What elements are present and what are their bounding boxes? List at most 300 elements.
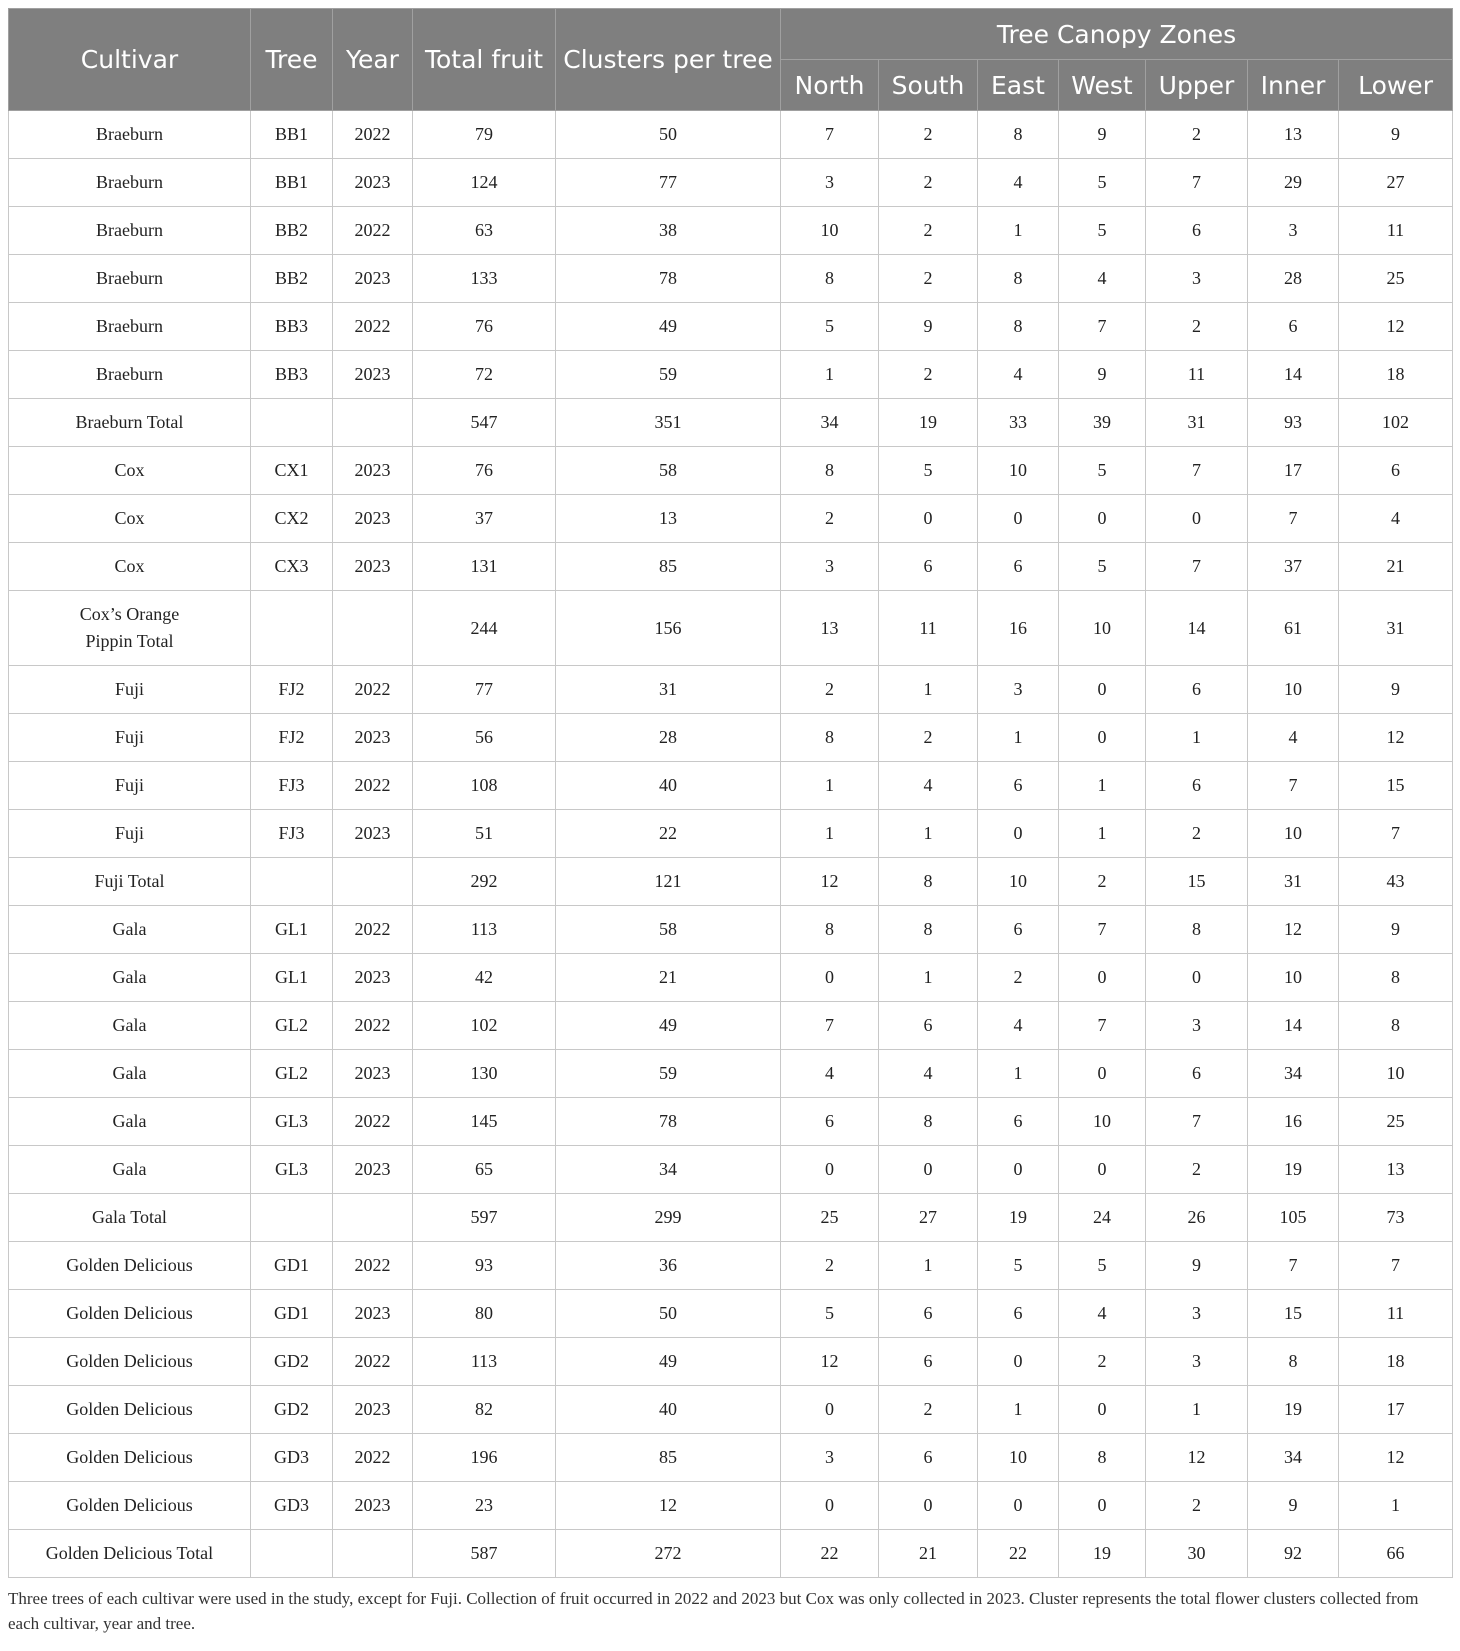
cell-cultivar: Golden Delicious (9, 1434, 251, 1482)
cell-west: 19 (1059, 1530, 1146, 1578)
table-row (9, 399, 1453, 447)
cell-west: 5 (1059, 207, 1146, 255)
cell-south: 1 (879, 954, 978, 1002)
cell-east: 1 (978, 207, 1059, 255)
cell-south: 6 (879, 1002, 978, 1050)
cell-lower: 43 (1339, 858, 1453, 906)
cell-total-fruit: 124 (413, 159, 556, 207)
cell-tree: GL1 (251, 906, 333, 954)
cell-lower: 73 (1339, 1194, 1453, 1242)
cell-total-fruit: 51 (413, 810, 556, 858)
cell-west: 2 (1059, 1338, 1146, 1386)
cell-east: 16 (978, 591, 1059, 666)
cell-cultivar: Golden Delicious (9, 1482, 251, 1530)
cell-tree: FJ3 (251, 762, 333, 810)
cell-lower: 17 (1339, 1386, 1453, 1434)
cell-inner: 16 (1248, 1098, 1339, 1146)
cell-tree (251, 858, 333, 906)
cell-south: 1 (879, 666, 978, 714)
cell-upper: 6 (1146, 207, 1248, 255)
cell-lower: 21 (1339, 543, 1453, 591)
cell-inner: 92 (1248, 1530, 1339, 1578)
cell-east: 10 (978, 858, 1059, 906)
cell-north: 13 (781, 591, 879, 666)
cell-east: 33 (978, 399, 1059, 447)
cell-lower: 11 (1339, 1290, 1453, 1338)
table-row (9, 495, 1453, 543)
table-row (9, 714, 1453, 762)
cell-east: 2 (978, 954, 1059, 1002)
cell-lower: 102 (1339, 399, 1453, 447)
cell-west: 5 (1059, 159, 1146, 207)
table-row (9, 1290, 1453, 1338)
cell-cultivar: Fuji (9, 762, 251, 810)
header-year: Year (333, 9, 413, 111)
cell-tree: FJ2 (251, 714, 333, 762)
cell-cultivar: Braeburn Total (9, 399, 251, 447)
cell-year (333, 1530, 413, 1578)
cell-west: 4 (1059, 255, 1146, 303)
cell-inner: 10 (1248, 954, 1339, 1002)
cell-clusters: 77 (556, 159, 781, 207)
cell-clusters: 36 (556, 1242, 781, 1290)
cell-east: 6 (978, 543, 1059, 591)
cell-south: 6 (879, 1338, 978, 1386)
cell-south: 5 (879, 447, 978, 495)
cell-south: 8 (879, 858, 978, 906)
cell-west: 5 (1059, 543, 1146, 591)
cell-east: 0 (978, 495, 1059, 543)
cell-east: 6 (978, 1290, 1059, 1338)
cell-year (333, 858, 413, 906)
cell-west: 1 (1059, 762, 1146, 810)
cell-year: 2022 (333, 1002, 413, 1050)
cell-tree: BB2 (251, 255, 333, 303)
cell-inner: 7 (1248, 495, 1339, 543)
cell-cultivar: Fuji (9, 810, 251, 858)
cell-total-fruit: 131 (413, 543, 556, 591)
cell-south: 9 (879, 303, 978, 351)
cell-year: 2022 (333, 1434, 413, 1482)
cell-west: 0 (1059, 714, 1146, 762)
cell-west: 9 (1059, 351, 1146, 399)
cell-west: 5 (1059, 447, 1146, 495)
cell-lower: 12 (1339, 303, 1453, 351)
cell-inner: 14 (1248, 351, 1339, 399)
cell-total-fruit: 80 (413, 1290, 556, 1338)
cell-east: 8 (978, 303, 1059, 351)
cell-upper: 1 (1146, 714, 1248, 762)
cell-west: 10 (1059, 1098, 1146, 1146)
cell-east: 4 (978, 159, 1059, 207)
header-tree-canopy-zones: Tree Canopy Zones (781, 9, 1453, 60)
cell-south: 2 (879, 714, 978, 762)
cell-inner: 3 (1248, 207, 1339, 255)
cell-south: 2 (879, 159, 978, 207)
cell-south: 21 (879, 1530, 978, 1578)
cell-total-fruit: 130 (413, 1050, 556, 1098)
cell-cultivar: Braeburn (9, 159, 251, 207)
cell-south: 6 (879, 543, 978, 591)
cell-year: 2023 (333, 1050, 413, 1098)
cell-year: 2023 (333, 1482, 413, 1530)
cell-north: 0 (781, 954, 879, 1002)
cell-total-fruit: 63 (413, 207, 556, 255)
table-row (9, 111, 1453, 159)
cell-upper: 6 (1146, 762, 1248, 810)
cell-upper: 7 (1146, 543, 1248, 591)
cell-year (333, 1194, 413, 1242)
cell-south: 1 (879, 810, 978, 858)
cell-clusters: 59 (556, 1050, 781, 1098)
cell-clusters: 34 (556, 1146, 781, 1194)
cell-tree: CX1 (251, 447, 333, 495)
cell-inner: 29 (1248, 159, 1339, 207)
cell-south: 11 (879, 591, 978, 666)
cell-upper: 3 (1146, 1290, 1248, 1338)
cell-upper: 0 (1146, 495, 1248, 543)
cell-upper: 3 (1146, 1338, 1248, 1386)
cell-inner: 7 (1248, 1242, 1339, 1290)
cell-south: 6 (879, 1434, 978, 1482)
cell-north: 8 (781, 447, 879, 495)
cell-total-fruit: 77 (413, 666, 556, 714)
cell-tree: CX3 (251, 543, 333, 591)
cell-inner: 31 (1248, 858, 1339, 906)
cell-clusters: 13 (556, 495, 781, 543)
cell-clusters: 351 (556, 399, 781, 447)
cell-clusters: 50 (556, 111, 781, 159)
cell-year (333, 399, 413, 447)
cell-clusters: 85 (556, 1434, 781, 1482)
cell-year: 2023 (333, 714, 413, 762)
cell-inner: 10 (1248, 810, 1339, 858)
cell-inner: 19 (1248, 1386, 1339, 1434)
cell-inner: 105 (1248, 1194, 1339, 1242)
cell-clusters: 31 (556, 666, 781, 714)
cell-south: 2 (879, 1386, 978, 1434)
cell-upper: 30 (1146, 1530, 1248, 1578)
cell-inner: 10 (1248, 666, 1339, 714)
cell-inner: 13 (1248, 111, 1339, 159)
cell-clusters: 49 (556, 1002, 781, 1050)
cell-upper: 2 (1146, 303, 1248, 351)
cell-upper: 3 (1146, 255, 1248, 303)
table-row (9, 906, 1453, 954)
cell-year: 2022 (333, 303, 413, 351)
cell-lower: 6 (1339, 447, 1453, 495)
cell-north: 1 (781, 351, 879, 399)
cell-cultivar: Golden Delicious (9, 1290, 251, 1338)
cell-year: 2022 (333, 1338, 413, 1386)
cell-east: 0 (978, 1146, 1059, 1194)
cell-total-fruit: 37 (413, 495, 556, 543)
cell-lower: 15 (1339, 762, 1453, 810)
cell-north: 3 (781, 543, 879, 591)
table-header (9, 9, 1453, 111)
cell-lower: 9 (1339, 666, 1453, 714)
cell-tree: BB3 (251, 351, 333, 399)
cell-west: 0 (1059, 1146, 1146, 1194)
cell-north: 10 (781, 207, 879, 255)
cell-inner: 6 (1248, 303, 1339, 351)
cell-year: 2023 (333, 495, 413, 543)
cell-west: 2 (1059, 858, 1146, 906)
cell-total-fruit: 292 (413, 858, 556, 906)
header-tree: Tree (251, 9, 333, 111)
cell-east: 10 (978, 1434, 1059, 1482)
table-row (9, 858, 1453, 906)
cell-lower: 1 (1339, 1482, 1453, 1530)
cell-tree (251, 1530, 333, 1578)
cell-west: 24 (1059, 1194, 1146, 1242)
table-row (9, 666, 1453, 714)
cell-tree (251, 399, 333, 447)
cell-north: 8 (781, 714, 879, 762)
cell-total-fruit: 56 (413, 714, 556, 762)
cell-year: 2023 (333, 954, 413, 1002)
cell-west: 9 (1059, 111, 1146, 159)
table-row (9, 1194, 1453, 1242)
cell-lower: 9 (1339, 111, 1453, 159)
cell-clusters: 49 (556, 1338, 781, 1386)
cell-year: 2023 (333, 543, 413, 591)
cell-upper: 0 (1146, 954, 1248, 1002)
cell-upper: 7 (1146, 159, 1248, 207)
cell-east: 0 (978, 1338, 1059, 1386)
table-row (9, 954, 1453, 1002)
cell-lower: 27 (1339, 159, 1453, 207)
table-row (9, 810, 1453, 858)
header-total-fruit: Total fruit (413, 9, 556, 111)
cell-cultivar: Gala (9, 954, 251, 1002)
cell-north: 4 (781, 1050, 879, 1098)
cell-total-fruit: 145 (413, 1098, 556, 1146)
cell-tree (251, 1194, 333, 1242)
cell-north: 12 (781, 858, 879, 906)
cell-west: 10 (1059, 591, 1146, 666)
cell-inner: 34 (1248, 1434, 1339, 1482)
cell-upper: 7 (1146, 447, 1248, 495)
cell-east: 0 (978, 810, 1059, 858)
table-row (9, 1434, 1453, 1482)
cell-lower: 31 (1339, 591, 1453, 666)
cell-north: 6 (781, 1098, 879, 1146)
cell-tree: GD1 (251, 1242, 333, 1290)
cell-tree: GD2 (251, 1386, 333, 1434)
cell-north: 1 (781, 810, 879, 858)
cell-west: 0 (1059, 954, 1146, 1002)
cell-upper: 2 (1146, 1482, 1248, 1530)
cell-west: 0 (1059, 1050, 1146, 1098)
table-row (9, 1530, 1453, 1578)
cell-upper: 2 (1146, 111, 1248, 159)
cell-lower: 4 (1339, 495, 1453, 543)
table-row (9, 351, 1453, 399)
table-row (9, 1146, 1453, 1194)
cell-total-fruit: 113 (413, 906, 556, 954)
cell-east: 19 (978, 1194, 1059, 1242)
cell-inner: 61 (1248, 591, 1339, 666)
cell-east: 0 (978, 1482, 1059, 1530)
cell-tree: GD3 (251, 1482, 333, 1530)
cell-inner: 37 (1248, 543, 1339, 591)
cell-clusters: 49 (556, 303, 781, 351)
cell-clusters: 50 (556, 1290, 781, 1338)
cell-north: 25 (781, 1194, 879, 1242)
cell-tree: GL2 (251, 1002, 333, 1050)
cell-west: 0 (1059, 1386, 1146, 1434)
cell-east: 1 (978, 1386, 1059, 1434)
cell-cultivar: Golden Delicious (9, 1338, 251, 1386)
cell-clusters: 40 (556, 762, 781, 810)
cell-cultivar: Gala (9, 1146, 251, 1194)
cell-east: 5 (978, 1242, 1059, 1290)
cell-south: 27 (879, 1194, 978, 1242)
table-row (9, 207, 1453, 255)
cell-lower: 10 (1339, 1050, 1453, 1098)
cell-total-fruit: 108 (413, 762, 556, 810)
cell-year: 2022 (333, 666, 413, 714)
cell-tree: GL1 (251, 954, 333, 1002)
cell-south: 2 (879, 351, 978, 399)
cell-total-fruit: 79 (413, 111, 556, 159)
cell-upper: 2 (1146, 1146, 1248, 1194)
cell-year: 2022 (333, 207, 413, 255)
cell-cultivar: Fuji (9, 714, 251, 762)
cell-clusters: 59 (556, 351, 781, 399)
cell-south: 6 (879, 1290, 978, 1338)
cell-south: 4 (879, 762, 978, 810)
cell-inner: 34 (1248, 1050, 1339, 1098)
cell-inner: 17 (1248, 447, 1339, 495)
cell-west: 1 (1059, 810, 1146, 858)
cell-inner: 14 (1248, 1002, 1339, 1050)
cell-south: 19 (879, 399, 978, 447)
table-footnote: Three trees of each cultivar were used in the study, except for Fuji. Collection of fruit occurred in 2022 and 2023 but Cox was only collected in 2023. Cluster represents the total flower clusters collected from each cultivar, year and tree. (8, 1589, 1419, 1633)
cell-total-fruit: 76 (413, 447, 556, 495)
cell-west: 7 (1059, 906, 1146, 954)
cell-cultivar: Gala Total (9, 1194, 251, 1242)
cell-lower: 9 (1339, 906, 1453, 954)
cell-total-fruit: 93 (413, 1242, 556, 1290)
cell-tree: BB2 (251, 207, 333, 255)
cell-north: 5 (781, 303, 879, 351)
cell-east: 6 (978, 906, 1059, 954)
cell-west: 39 (1059, 399, 1146, 447)
cell-year: 2023 (333, 1146, 413, 1194)
cell-tree: GD2 (251, 1338, 333, 1386)
table-row (9, 303, 1453, 351)
cell-cultivar: Fuji (9, 666, 251, 714)
cell-year: 2023 (333, 810, 413, 858)
cell-year: 2023 (333, 351, 413, 399)
cell-year: 2022 (333, 906, 413, 954)
cultivar-data-table (8, 8, 1453, 1578)
table-row (9, 591, 1453, 666)
cell-clusters: 78 (556, 1098, 781, 1146)
cell-tree (251, 591, 333, 666)
cell-cultivar: Golden Delicious Total (9, 1530, 251, 1578)
cell-upper: 7 (1146, 1098, 1248, 1146)
table-row (9, 447, 1453, 495)
cell-upper: 3 (1146, 1002, 1248, 1050)
cell-clusters: 38 (556, 207, 781, 255)
header-zone-north: North (781, 60, 879, 111)
cell-north: 3 (781, 1434, 879, 1482)
cell-total-fruit: 102 (413, 1002, 556, 1050)
cell-tree: GL3 (251, 1146, 333, 1194)
cell-south: 2 (879, 255, 978, 303)
cell-north: 22 (781, 1530, 879, 1578)
cell-clusters: 58 (556, 906, 781, 954)
cell-tree: GL2 (251, 1050, 333, 1098)
cell-cultivar: Gala (9, 1050, 251, 1098)
cell-south: 4 (879, 1050, 978, 1098)
cell-cultivar: Braeburn (9, 111, 251, 159)
cell-east: 1 (978, 1050, 1059, 1098)
cell-clusters: 121 (556, 858, 781, 906)
cell-south: 0 (879, 1482, 978, 1530)
table-row (9, 1338, 1453, 1386)
cell-inner: 19 (1248, 1146, 1339, 1194)
cell-north: 34 (781, 399, 879, 447)
cell-upper: 2 (1146, 810, 1248, 858)
cell-cultivar: Cox (9, 447, 251, 495)
cell-upper: 6 (1146, 666, 1248, 714)
cell-tree: GD1 (251, 1290, 333, 1338)
header-cultivar: Cultivar (9, 9, 251, 111)
cell-cultivar: Golden Delicious (9, 1242, 251, 1290)
cell-north: 7 (781, 111, 879, 159)
cell-south: 8 (879, 1098, 978, 1146)
table-row (9, 543, 1453, 591)
cell-east: 22 (978, 1530, 1059, 1578)
cell-cultivar: Cox (9, 543, 251, 591)
header-zone-east: East (978, 60, 1059, 111)
cell-lower: 8 (1339, 1002, 1453, 1050)
cell-lower: 66 (1339, 1530, 1453, 1578)
table-row (9, 1098, 1453, 1146)
cell-north: 5 (781, 1290, 879, 1338)
cell-cultivar: Braeburn (9, 303, 251, 351)
cell-south: 2 (879, 111, 978, 159)
cell-clusters: 40 (556, 1386, 781, 1434)
cell-total-fruit: 65 (413, 1146, 556, 1194)
cell-north: 0 (781, 1482, 879, 1530)
table-row (9, 1482, 1453, 1530)
cell-cultivar: Golden Delicious (9, 1386, 251, 1434)
cell-west: 7 (1059, 303, 1146, 351)
cell-lower: 12 (1339, 714, 1453, 762)
cell-clusters: 21 (556, 954, 781, 1002)
header-clusters-per-tree: Clusters per tree (556, 9, 781, 111)
cell-tree: FJ3 (251, 810, 333, 858)
cell-tree: FJ2 (251, 666, 333, 714)
cell-inner: 4 (1248, 714, 1339, 762)
cell-total-fruit: 597 (413, 1194, 556, 1242)
cell-east: 8 (978, 111, 1059, 159)
cell-inner: 93 (1248, 399, 1339, 447)
cell-total-fruit: 42 (413, 954, 556, 1002)
cell-east: 6 (978, 762, 1059, 810)
cell-south: 0 (879, 495, 978, 543)
cell-upper: 6 (1146, 1050, 1248, 1098)
cell-total-fruit: 587 (413, 1530, 556, 1578)
cell-year: 2023 (333, 159, 413, 207)
cell-cultivar: Cox (9, 495, 251, 543)
cell-clusters: 299 (556, 1194, 781, 1242)
